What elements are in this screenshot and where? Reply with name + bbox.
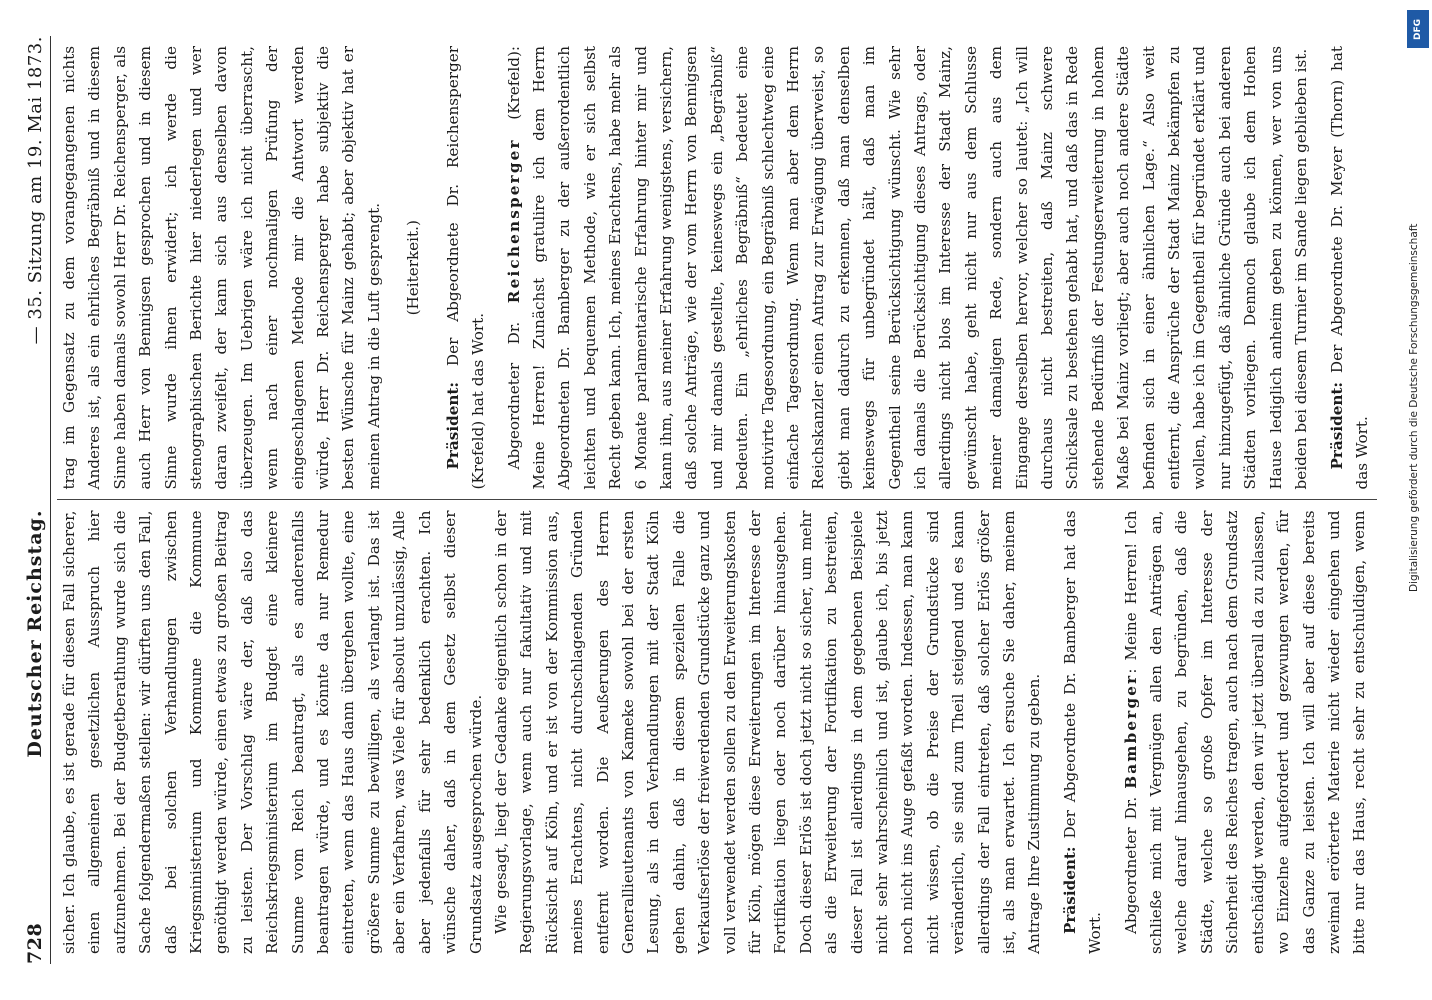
journal-title: Deutscher Reichstag. <box>24 509 46 758</box>
right-column <box>57 36 1377 500</box>
speaker-label: Präsident: <box>1327 381 1346 470</box>
page-number: 728 <box>24 922 46 964</box>
document-page <box>20 20 1400 980</box>
running-header <box>24 36 51 964</box>
paragraph: sicher. Ich glaube, es ist gerade für diesen Fall sicherer, einen allgemeinen gesetzlichen Ausspruch hier aufzunehmen. Bei der Budgetberathung wurde sich die Sache folgendermaßen stellen: wir dürften uns den Fall, daß bei solchen Verhandlungen zwischen Kriegsministerium und Kommune die Kommune genöthigt werden würde, einen etwas zu großen Beitrag zu leisten. Der Vorschlag wäre der, daß also das Reichskriegsministerium im Budget eine kleinere Summe vom Reich beantragt, als es anderenfalls beantragen würde, und es könnte da nur Remedur eintreten, wenn das Haus dann übergehen wollte, eine größere Summe zu bewilligen, als verlangt ist. Das ist aber ein Verfahren, was Viele für absolut unzulässig, Alle aber jedenfalls für sehr bedenklich erachten. Ich wünsche daher, daß in dem Gesetz selbst dieser Grundsatz ausgesprochen würde. <box>60 510 485 954</box>
president-remark: Präsident: Der Abgeordnete Dr. Bamberger hat das Wort. <box>1060 510 1105 954</box>
interjection: (Heiterkeit.) <box>404 220 423 316</box>
paragraph: Wie gesagt, liegt der Gedanke eigentlich schon in der Regierungsvorlage, wenn auch nur fakultativ und mit Rücksicht auf Köln, und er ist von der Kommission aus, meines Erachtens, nicht durchschlagenden Gründen entfernt worden. Die Aeußerungen des Herrn Generallieutenants von Kameke sowohl bei der ersten Lesung, als in den Verhandlungen mit der Stadt Köln gehen dahin, daß in diesem speziellen Falle die Verkaufserlöse der freiwerdenden Grundstücke ganz und voll verwendet werden sollen zu den Erweiterungskosten für Köln, mögen diese Erweiterungen im Interesse der Fortifikation liegen oder noch darüber hinausgehen. Doch dieser Erlös ist doch jetzt nicht so sicher, um mehr als die Erweiterung der Fortifikation zu bestreiten, dieser Fall ist allerdings in dem gegebenen Beispiele nicht sehr wahrscheinlich und ist, glaube ich, bis jetzt noch nicht ins Auge gefaßt worden. Indessen, man kann nicht wissen, ob die Preise der Grundstücke sind veränderlich, sie sind zum Theil steigend und es kann allerdings der Fall eintreten, daß solcher Erlös größer ist, als man erwartet. Ich ersuche Sie daher, meinem Antrage Ihre Zustimmung zu geben. <box>491 510 1044 954</box>
speaker-label: Präsident: <box>443 381 462 470</box>
speaker-name: Bamberger <box>1121 673 1140 789</box>
speech-reichensperger: Abgeordneter Dr. Reichensperger (Krefeld): Meine Herren! Zunächst gratulire ich dem Herrn Abgeordneten Dr. Bamberger zu der außerordentlich leichten und bequemen Methode, wie er sich selbst Recht geben kann. Ich, meines Erachtens, habe mehr als 6 Monate parlamentarische Erfahrung hinter mir und kann ihm, aus meiner Erfahrung wenigstens, versichern, daß solche Anträge, wie der vom Herrn von Bennigsen und mir damals gestellte, keineswegs ein „Begräbniß“ bedeuten. Ein „ehrliches Begräbniß“ bedeutet eine motivirte Tagesordnung, ein Begräbniß schlechtweg eine einfache Tagesordnung. Wenn man aber dem Herrn Reichskanzler einen Antrag zur Erwägung überweist, so giebt man dadurch zu erkennen, daß man denselben keineswegs für unbegründet hält, daß man im Gegentheil seine Berücksichtigung wünscht. Wie sehr ich damals die Berücksichtigung dieses Antrags, oder allerdings nicht blos im Interesse der Stadt Mainz, gewünscht habe, geht nicht nur aus dem Schlusse meiner damaligen Rede, sondern auch aus dem Eingange derselben hervor, welcher so lautet: „Ich will durchaus nicht bestreiten, daß Mainz schwere Schicksale zu bestehen gehabt hat, und daß das in Rede stehende Bedürfniß der Festungserweiterung in hohem Maße bei Mainz vorliegt; aber auch noch andere Städte befinden sich in einer ähnlichen Lage.“ Also weit entfernt, die Ansprüche der Stadt Mainz bekämpfen zu wollen, habe ich im Gegentheil für begründet erklärt und nur hinzugefügt, daß ähnliche Gründe auch bei anderen Städten vorliegen. Dennoch glaube ich dem Hohen Hause lediglich anheim geben zu können, wer von uns beiden bei diesem Turnier im Sande liegen geblieben ist. <box>504 46 1311 490</box>
text-columns <box>57 36 1377 964</box>
speaker-label: Präsident: <box>1060 846 1079 934</box>
speaker-name: Reichensperger <box>504 138 523 304</box>
paragraph: trag im Gegensatz zu dem vorangegangenen nichts Anderes ist, als ein ehrliches Begräbniß und in diesem Sinne haben damals sowohl Herr Dr. Reichensperger, als auch Herr von Bennigsen gesprochen und in diesem Sinne wurde ihnen erwidert; ich werde die stenographischen Berichte hier niederlegen und wer daran zweifelt, der kann sich aus denselben davon überzeugen. Im Uebrigen wäre ich nicht überrascht, wenn nach einer nochmaligen Prüfung der eingeschlagenen Methode mir die Antwort werden würde, Herr Dr. Reichensperger habe subjektiv die besten Wünsche für Mainz gehabt; aber objektiv hat er meinen Antrag in die Luft gesprengt. <box>60 46 383 490</box>
funding-notice: Digitalisierung gefördert durch die Deutsche Forschungsgemeinschaft <box>1408 223 1420 592</box>
session-date: — 35. Sitzung am 19. Mai 1873. <box>25 36 46 345</box>
dfg-logo: DFG <box>1407 10 1429 48</box>
president-remark: Präsident: Der Abgeordnete Dr. Reichensperger (Krefeld) hat das Wort. <box>443 46 488 490</box>
digitization-watermark <box>1404 0 1432 1000</box>
speech-bamberger: Abgeordneter Dr. Bamberger: Meine Herren! Ich schließe mich mit Vergnügen allen den Anträgen an, welche darauf hinausgehen, zu begründen, daß die Städte, welche so große Opfer im Interesse der Sicherheit des Reiches tragen, auch nach dem Grundsatz entschädigt werden, den wir jetzt überall da zu zulassen, wo Einzelne aufgefordert und gezwungen werden, für das Ganze zu leisten. Ich will aber auf diese bereits zweimal erörterte Materie nicht wieder eingehen und bitte nur das Haus, recht sehr zu entschuldigen, wenn <box>1121 510 1369 954</box>
left-column <box>57 500 1377 965</box>
president-remark: Präsident: Der Abgeordnete Dr. Meyer (Thorn) hat das Wort. <box>1327 46 1371 490</box>
